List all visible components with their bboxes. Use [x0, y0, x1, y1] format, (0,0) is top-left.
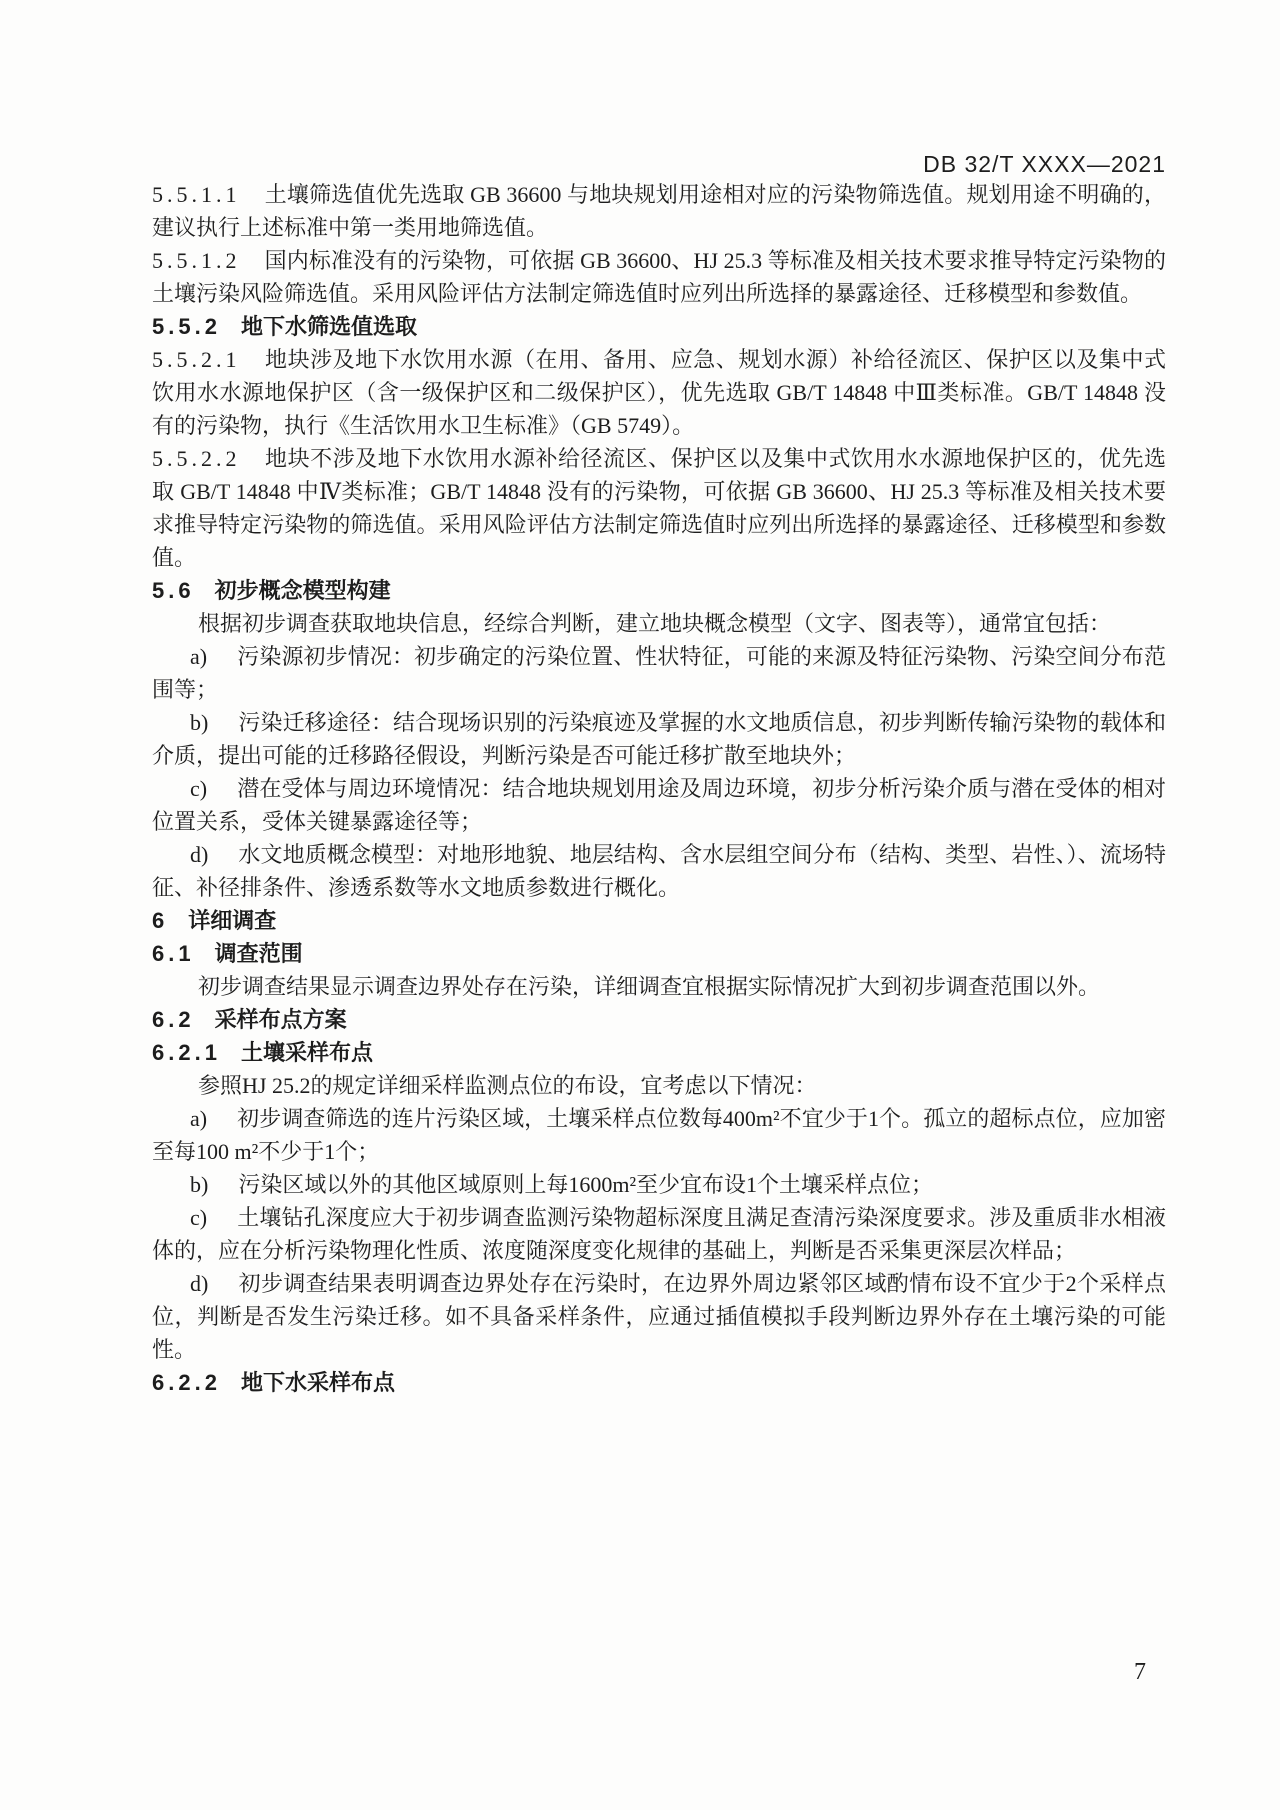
paragraph-6-1 — [152, 970, 1166, 1003]
paragraph-text: 根据初步调查获取地块信息，经综合判断，建立地块概念模型（文字、图表等），通常宜包括： — [198, 611, 1112, 636]
heading-6-2-1 — [152, 1036, 1166, 1069]
heading-5-5-2 — [152, 310, 1166, 343]
list-text: 污染区域以外的其他区域原则上每1600m²至少宜布设1个土壤采样点位； — [238, 1172, 934, 1197]
list-item-6-2-1-a — [152, 1102, 1166, 1168]
list-item-6-2-1-d — [152, 1267, 1166, 1366]
heading-number: 6.2 — [152, 1007, 195, 1032]
clause-number: 5.5.2.2 — [152, 446, 241, 471]
heading-number: 6 — [152, 908, 169, 933]
heading-text: 详细调查 — [188, 908, 277, 933]
list-label: a) — [190, 644, 208, 669]
list-item-6-2-1-b — [152, 1168, 1166, 1201]
list-text: 潜在受体与周边环境情况：结合地块规划用途及周边环境，初步分析污染介质与潜在受体的相对位置关系，受体关键暴露途径等； — [152, 776, 1166, 834]
page-header — [152, 150, 1166, 178]
list-item-5-6-c — [152, 772, 1166, 838]
heading-6 — [152, 904, 1166, 937]
clause-5-5-2-1 — [152, 343, 1166, 442]
heading-number: 5.5.2 — [152, 314, 221, 339]
list-label: d) — [190, 1271, 209, 1296]
standard-number: DB 32/T XXXX—2021 — [923, 151, 1166, 177]
list-item-5-6-d — [152, 838, 1166, 904]
heading-number: 6.1 — [152, 941, 195, 966]
list-label: b) — [190, 710, 209, 735]
paragraph-6-2-1-intro — [152, 1069, 1166, 1102]
clause-5-5-1-1 — [152, 178, 1166, 244]
paragraph-text: 参照HJ 25.2的规定详细采样监测点位的布设，宜考虑以下情况： — [198, 1073, 817, 1098]
list-text: 污染迁移途径：结合现场识别的污染痕迹及掌握的水文地质信息，初步判断传输污染物的载体和介质，提出可能的迁移路径假设，判断污染是否可能迁移扩散至地块外； — [152, 710, 1166, 768]
list-label: a) — [190, 1106, 208, 1131]
list-label: d) — [190, 842, 209, 867]
heading-text: 初步概念模型构建 — [214, 578, 391, 603]
clause-number: 5.5.1.2 — [152, 248, 241, 273]
document-content — [152, 0, 1166, 1399]
clause-number: 5.5.2.1 — [152, 347, 241, 372]
clause-5-5-1-2 — [152, 244, 1166, 310]
heading-6-1 — [152, 937, 1166, 970]
list-label: c) — [190, 1205, 208, 1230]
list-item-5-6-b — [152, 706, 1166, 772]
paragraph-text: 初步调查结果显示调查边界处存在污染，详细调查宜根据实际情况扩大到初步调查范围以外。 — [198, 974, 1101, 999]
clause-text: 土壤筛选值优先选取 GB 36600 与地块规划用途相对应的污染物筛选值。规划用途不明确的，建议执行上述标准中第一类用地筛选值。 — [152, 182, 1166, 240]
heading-text: 土壤采样布点 — [240, 1040, 373, 1065]
paragraph-5-6-intro — [152, 607, 1166, 640]
heading-6-2-2 — [152, 1366, 1166, 1399]
clause-5-5-2-2 — [152, 442, 1166, 574]
list-text: 土壤钻孔深度应大于初步调查监测污染物超标深度且满足查清污染深度要求。涉及重质非水相液体的，应在分析污染物理化性质、浓度随深度变化规律的基础上，判断是否采集更深层次样品； — [152, 1205, 1166, 1263]
list-text: 污染源初步情况：初步确定的污染位置、性状特征，可能的来源及特征污染物、污染空间分布范围等； — [152, 644, 1166, 702]
heading-5-6 — [152, 574, 1166, 607]
heading-text: 采样布点方案 — [214, 1007, 347, 1032]
heading-text: 调查范围 — [214, 941, 303, 966]
heading-number: 6.2.2 — [152, 1370, 221, 1395]
list-item-6-2-1-c — [152, 1201, 1166, 1267]
list-item-5-6-a — [152, 640, 1166, 706]
list-label: b) — [190, 1172, 209, 1197]
list-label: c) — [190, 776, 208, 801]
clause-text: 国内标准没有的污染物，可依据 GB 36600、HJ 25.3 等标准及相关技术要求推导特定污染物的土壤污染风险筛选值。采用风险评估方法制定筛选值时应列出所选择的暴露途径、迁移模型和参数值。 — [152, 248, 1166, 306]
heading-number: 5.6 — [152, 578, 195, 603]
clause-number: 5.5.1.1 — [152, 182, 241, 207]
heading-number: 6.2.1 — [152, 1040, 221, 1065]
heading-6-2 — [152, 1003, 1166, 1036]
clause-text: 地块不涉及地下水饮用水源补给径流区、保护区以及集中式饮用水水源地保护区的，优先选取 GB/T 14848 中Ⅳ类标准；GB/T 14848 没有的污染物，可依据 GB 36600、HJ 25.3 等标准及相关技术要求推导特定污染物的筛选值。采用风险评估方法制定筛选值时应列出所选择的暴露途径、迁移模型和参数值。 — [152, 446, 1166, 570]
list-text: 初步调查结果表明调查边界处存在污染时，在边界外周边紧邻区域酌情布设不宜少于2个采样点位，判断是否发生污染迁移。如不具备采样条件，应通过插值模拟手段判断边界外存在土壤污染的可能性。 — [152, 1271, 1166, 1362]
heading-text: 地下水筛选值选取 — [240, 314, 417, 339]
clause-text: 地块涉及地下水饮用水源（在用、备用、应急、规划水源）补给径流区、保护区以及集中式饮用水水源地保护区（含一级保护区和二级保护区），优先选取 GB/T 14848 中Ⅲ类标准。GB/T 14848 没有的污染物，执行《生活饮用水卫生标准》（GB 5749）。 — [152, 347, 1166, 438]
list-text: 初步调查筛选的连片污染区域，土壤采样点位数每400m²不宜少于1个。孤立的超标点位，应加密至每100 m²不少于1个； — [152, 1106, 1166, 1164]
list-text: 水文地质概念模型：对地形地貌、地层结构、含水层组空间分布（结构、类型、岩性、）、流场特征、补径排条件、渗透系数等水文地质参数进行概化。 — [152, 842, 1166, 900]
page-number: 7 — [1134, 1659, 1146, 1685]
heading-text: 地下水采样布点 — [240, 1370, 395, 1395]
